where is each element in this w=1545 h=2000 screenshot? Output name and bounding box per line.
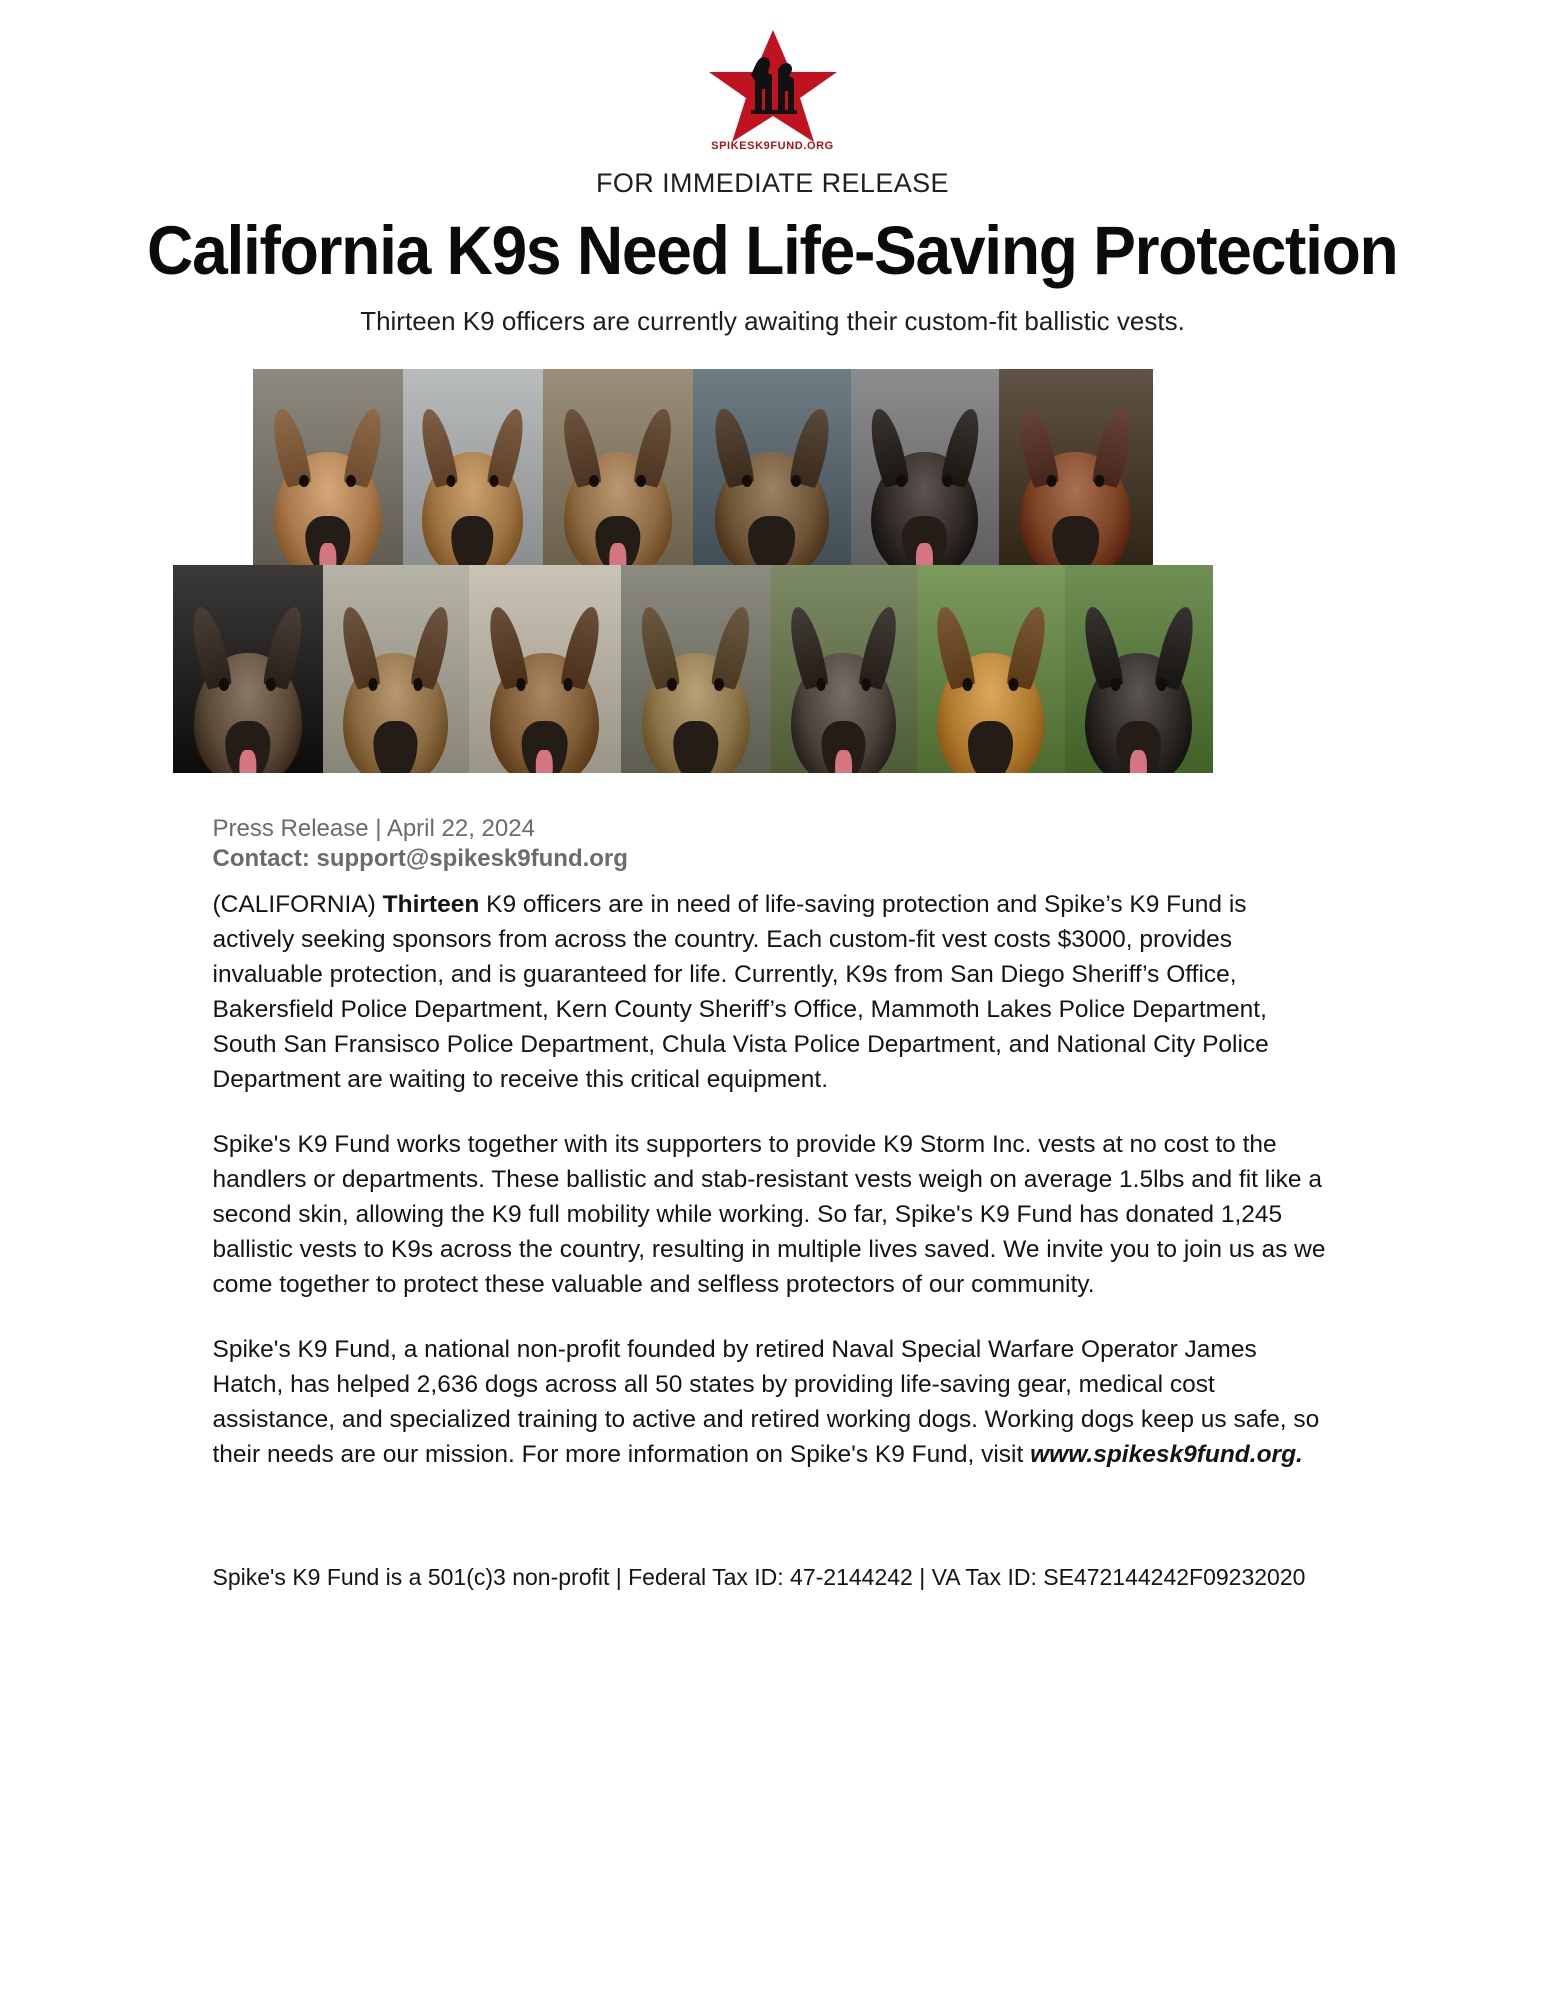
k9-portrait xyxy=(343,606,448,773)
paragraph-1 xyxy=(213,887,1333,1097)
k9-portrait xyxy=(937,606,1044,773)
k9-photo-12 xyxy=(917,565,1065,773)
collage-row-2 xyxy=(173,565,1373,773)
k9-photo-9 xyxy=(469,565,621,773)
page-title: California K9s Need Life-Saving Protection xyxy=(147,212,1398,289)
paragraph-3-prefix: Spike's K9 Fund, a national non-profit founded by retired Naval Special Warfare Operator James Hatch, has helped 2,636 dogs across all 50 states by providing life-saving gear, medical cost assistance, and specialized training to active and retired working dogs. Working dogs keep us safe, so their needs are our mission. For more information on Spike's K9 Fund, visit xyxy=(212,1336,1320,1469)
k9-portrait xyxy=(490,606,599,773)
paragraph-2: Spike's K9 Fund works together with its supporters to provide K9 Storm Inc. vests at no cost to the handlers or departments. These ballistic and stab-resistant vests weigh on average 1.5lbs and fit like a second skin, allowing the K9 full mobility while working. So far, Spike's K9 Fund has donated 1,245 ballistic vests to K9s across the country, resulting in multiple lives saved. We invite you to join us as we come together to protect these valuable and selfless protectors of our community. xyxy=(212,1131,1326,1299)
k9-photo-collage xyxy=(173,369,1373,773)
paragraph-1-bold: Thirteen xyxy=(382,891,480,918)
contact-email-line: Contact: support@spikesk9fund.org xyxy=(212,845,628,872)
k9-portrait xyxy=(791,606,896,773)
k9-portrait xyxy=(422,408,523,565)
press-release-date: Press Release | April 22, 2024 xyxy=(212,815,535,842)
k9-photo-10 xyxy=(621,565,771,773)
subheadline: Thirteen K9 officers are currently awaiting their custom-fit ballistic vests. xyxy=(360,306,1185,336)
star-logo-icon xyxy=(685,28,861,146)
k9-portrait xyxy=(871,408,978,565)
paragraph-1-rest: K9 officers are in need of life-saving protection and Spike’s K9 Fund is actively seeking sponsors from across the country. Each custom-fit vest costs $3000, provides invaluable protection, and is guaranteed for life. Currently, K9s from San Diego Sheriff’s Office, Bakersfield Police Department, Kern County Sheriff’s Office, Mammoth Lakes Police Department, South San Fransisco Police Department, Chula Vista Police Department, and National City Police Department are waiting to receive this critical equipment. xyxy=(212,891,1269,1094)
k9-photo-13 xyxy=(1065,565,1213,773)
k9-photo-5 xyxy=(851,369,999,565)
collage-row-1 xyxy=(173,369,1453,565)
website-link[interactable]: www.spikesk9fund.org. xyxy=(1030,1441,1303,1469)
k9-photo-6 xyxy=(999,369,1153,565)
k9-portrait xyxy=(715,408,829,565)
k9-portrait xyxy=(1085,606,1192,773)
k9-photo-2 xyxy=(403,369,543,565)
k9-photo-4 xyxy=(693,369,851,565)
k9-photo-8 xyxy=(323,565,469,773)
k9-portrait xyxy=(1020,408,1131,565)
spike-k9-fund-logo xyxy=(683,28,863,158)
logo-caption: SPIKESK9FUND.ORG xyxy=(711,140,834,152)
paragraph-3 xyxy=(213,1332,1333,1472)
k9-portrait xyxy=(194,606,302,773)
footer-legal-text: Spike's K9 Fund is a 501(c)3 non-profit | Federal Tax ID: 47-2144242 | VA Tax ID: SE472144242F09232020 xyxy=(212,1564,1306,1591)
k9-portrait xyxy=(274,408,382,565)
immediate-release-label: FOR IMMEDIATE RELEASE xyxy=(596,168,949,198)
k9-photo-11 xyxy=(771,565,917,773)
k9-photo-7 xyxy=(173,565,323,773)
k9-photo-1 xyxy=(253,369,403,565)
press-release-body xyxy=(213,815,1333,1472)
k9-portrait xyxy=(642,606,750,773)
k9-portrait xyxy=(564,408,672,565)
k9-photo-3 xyxy=(543,369,693,565)
paragraph-1-prefix: (CALIFORNIA) xyxy=(212,891,383,918)
